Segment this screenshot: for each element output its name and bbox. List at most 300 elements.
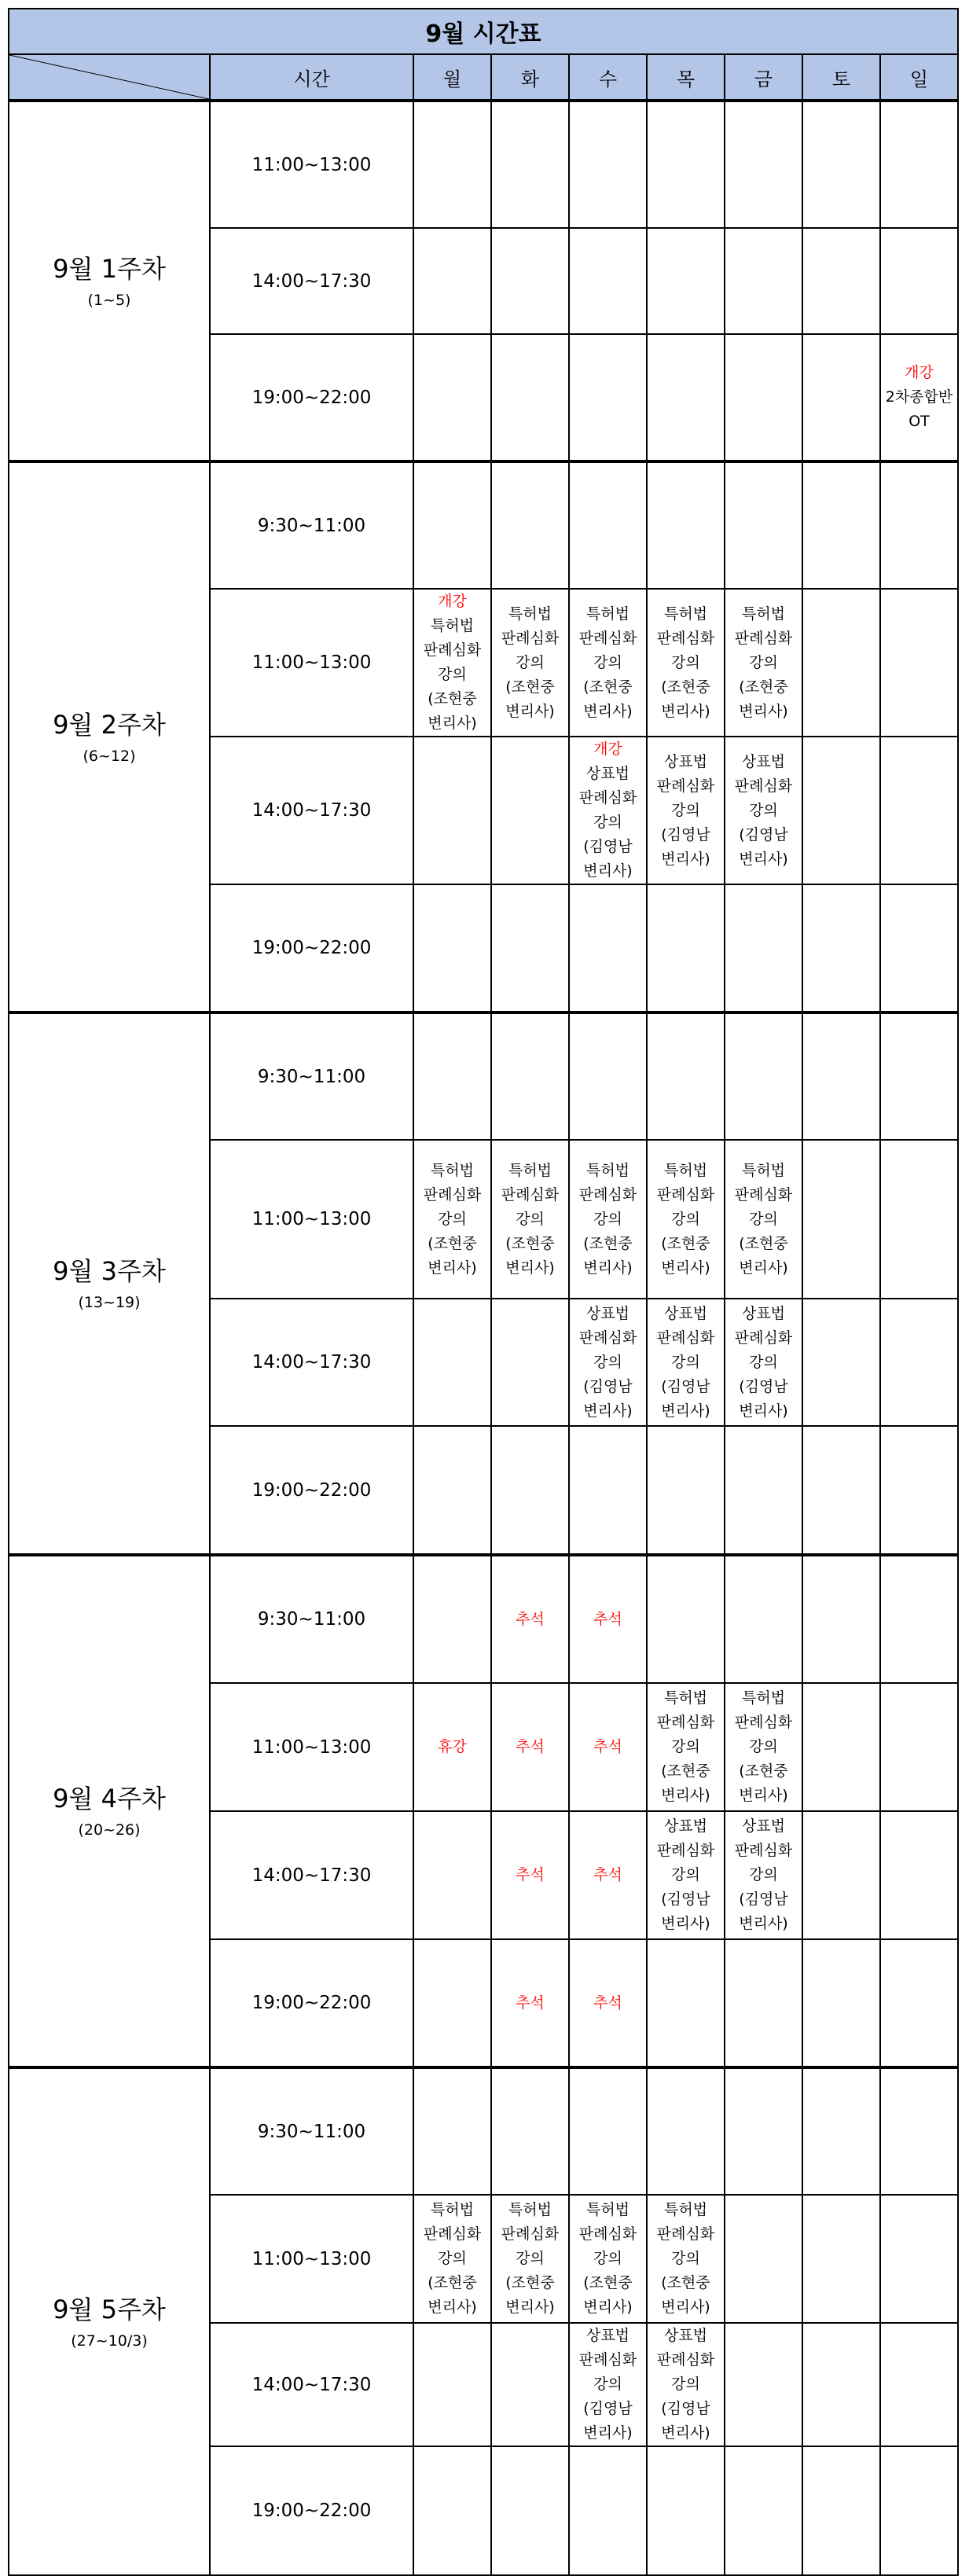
time-slot-cell: 14:00~17:30 <box>210 228 413 334</box>
schedule-cell <box>647 1683 725 1811</box>
schedule-cell <box>880 101 958 228</box>
schedule-cell <box>413 2446 491 2575</box>
schedule-cell <box>802 1811 880 1939</box>
lecture-line: 특허법 <box>585 2201 630 2218</box>
schedule-cell <box>725 884 802 1012</box>
week-range: (27~10/3) <box>71 2332 148 2350</box>
schedule-cell <box>569 2067 647 2195</box>
schedule-cell <box>413 589 491 737</box>
time-slot-cell: 19:00~22:00 <box>210 1426 413 1555</box>
schedule-cell <box>880 884 958 1012</box>
lecture-line: 변리사) <box>739 702 788 720</box>
header-tue: 화 <box>491 54 569 101</box>
time-slot-cell: 9:30~11:00 <box>210 1555 413 1683</box>
lecture-line: 판례심화 <box>656 1714 715 1731</box>
schedule-cell <box>491 1555 569 1683</box>
schedule-cell <box>491 1811 569 1939</box>
week-title: 9월 3주차 <box>53 1256 166 1286</box>
schedule-cell <box>725 1811 802 1939</box>
lecture-line: 변리사) <box>661 2299 710 2316</box>
schedule-cell <box>647 228 725 334</box>
time-slot-cell: 19:00~22:00 <box>210 2446 413 2575</box>
schedule-cell <box>413 1939 491 2067</box>
schedule-cell <box>569 1811 647 1939</box>
lecture-line: 변리사) <box>661 1259 710 1277</box>
lecture-line: 강의 <box>438 666 467 683</box>
schedule-cell <box>802 2195 880 2323</box>
schedule-cell <box>413 2323 491 2446</box>
schedule-cell <box>413 1012 491 1140</box>
time-slot-cell: 11:00~13:00 <box>210 1683 413 1811</box>
status-note: 추석 <box>593 1738 622 1755</box>
lecture-line: 상표법 <box>663 752 708 770</box>
week-title: 9월 4주차 <box>53 1784 166 1813</box>
schedule-cell <box>880 228 958 334</box>
schedule-row <box>9 461 958 589</box>
lecture-line: 특허법 <box>663 604 708 623</box>
week-title: 9월 2주차 <box>53 709 166 740</box>
week-label-cell <box>9 2067 210 2575</box>
lecture-line: 변리사) <box>661 850 710 868</box>
lecture-line: (조현중 <box>661 1762 710 1780</box>
schedule-row <box>9 2067 958 2195</box>
schedule-cell <box>569 2195 647 2323</box>
lecture-line: (김영남 <box>739 1377 788 1395</box>
schedule-cell <box>569 1939 647 2067</box>
lecture-line: (조현중 <box>428 690 477 707</box>
lecture-line: 변리사) <box>583 1259 633 1277</box>
schedule-cell <box>802 1555 880 1683</box>
lecture-line: 판례심화 <box>578 789 637 807</box>
time-slot-cell: 14:00~17:30 <box>210 1299 413 1426</box>
time-slot-cell: 19:00~22:00 <box>210 884 413 1012</box>
time-slot-cell: 11:00~13:00 <box>210 2195 413 2323</box>
schedule-cell <box>880 334 958 461</box>
lecture-line: 상표법 <box>585 2327 630 2344</box>
lecture-line: 강의 <box>671 2250 700 2267</box>
schedule-body <box>9 101 958 2575</box>
week-range: (6~12) <box>83 747 136 765</box>
lecture-line: 강의 <box>671 1866 700 1883</box>
schedule-cell <box>413 2195 491 2323</box>
week-label-cell <box>9 1012 210 1555</box>
lecture-line: 판례심화 <box>501 2225 560 2243</box>
time-slot-cell: 11:00~13:00 <box>210 589 413 737</box>
schedule-cell <box>647 2195 725 2323</box>
schedule-cell <box>880 2195 958 2323</box>
lecture-line: 강의 <box>749 801 778 819</box>
header-sun: 일 <box>880 54 958 101</box>
lecture-line: 판례심화 <box>656 2351 715 2368</box>
schedule-cell <box>647 2323 725 2446</box>
lecture-line: 판례심화 <box>656 777 715 795</box>
schedule-cell <box>802 1939 880 2067</box>
lecture-line: (김영남 <box>661 2400 710 2417</box>
lecture-line: 강의 <box>593 814 622 831</box>
schedule-cell <box>725 1426 802 1555</box>
lecture-line: 강의 <box>671 2376 700 2393</box>
schedule-cell <box>647 1299 725 1426</box>
schedule-cell <box>569 461 647 589</box>
status-note: 추석 <box>593 1610 622 1628</box>
lecture-line: (김영남 <box>583 838 633 855</box>
lecture-line: 강의 <box>749 653 778 671</box>
lecture-line: 강의 <box>516 653 545 671</box>
lecture-line: (조현중 <box>739 1234 788 1252</box>
lecture-line: (조현중 <box>505 678 555 696</box>
schedule-row <box>9 1012 958 1140</box>
week-label-cell <box>9 1555 210 2067</box>
schedule-cell <box>880 1939 958 2067</box>
schedule-cell <box>725 1683 802 1811</box>
lecture-line: (김영남 <box>583 1377 633 1395</box>
lecture-line: (조현중 <box>505 2274 555 2291</box>
lecture-line: 상표법 <box>663 1304 708 1322</box>
schedule-cell <box>491 334 569 461</box>
schedule-cell <box>647 737 725 884</box>
week-range: (13~19) <box>78 1294 141 1311</box>
lecture-line: 판례심화 <box>734 629 793 647</box>
lecture-line: 변리사) <box>583 2299 633 2316</box>
schedule-cell <box>725 2446 802 2575</box>
header-mon: 월 <box>413 54 491 101</box>
time-slot-cell: 11:00~13:00 <box>210 101 413 228</box>
lecture-line: 판례심화 <box>656 1842 715 1859</box>
time-slot-cell: 14:00~17:30 <box>210 1811 413 1939</box>
time-slot-cell: 11:00~13:00 <box>210 1140 413 1299</box>
schedule-cell <box>491 101 569 228</box>
schedule-cell <box>802 1299 880 1426</box>
schedule-cell <box>569 589 647 737</box>
lecture-line: 특허법 <box>663 1161 708 1179</box>
header-corner-cell <box>9 54 210 101</box>
schedule-cell <box>569 1683 647 1811</box>
schedule-cell <box>725 1555 802 1683</box>
schedule-cell <box>413 1299 491 1426</box>
schedule-cell <box>802 737 880 884</box>
schedule-cell <box>491 1426 569 1555</box>
schedule-cell <box>413 1683 491 1811</box>
lecture-line: (조현중 <box>428 1234 477 1252</box>
lecture-line: 변리사) <box>583 1402 633 1420</box>
schedule-cell <box>569 884 647 1012</box>
schedule-cell <box>647 2067 725 2195</box>
header-wed: 수 <box>569 54 647 101</box>
lecture-line: 특허법 <box>430 1161 475 1179</box>
lecture-line: 판례심화 <box>578 1185 637 1203</box>
schedule-cell <box>491 884 569 1012</box>
schedule-cell <box>647 101 725 228</box>
lecture-line: 변리사) <box>739 850 788 868</box>
lecture-line: 판례심화 <box>734 1328 793 1347</box>
lecture-line: 특허법 <box>430 617 475 634</box>
lecture-line: 특허법 <box>663 2201 708 2218</box>
lecture-line: (김영남 <box>661 825 710 843</box>
lecture-line: 판례심화 <box>423 2225 482 2243</box>
schedule-cell <box>725 228 802 334</box>
status-note: 추석 <box>516 1738 545 1755</box>
schedule-cell <box>413 2067 491 2195</box>
status-note: 개강 <box>905 364 934 381</box>
time-slot-cell: 14:00~17:30 <box>210 2323 413 2446</box>
week-range: (20~26) <box>78 1821 141 1839</box>
lecture-line: 강의 <box>593 2376 622 2393</box>
schedule-cell <box>413 334 491 461</box>
lecture-line: 강의 <box>516 2250 545 2267</box>
lecture-line: 판례심화 <box>734 1842 793 1859</box>
schedule-cell <box>491 1140 569 1299</box>
diagonal-line-icon <box>9 55 209 99</box>
header-time: 시간 <box>210 54 413 101</box>
schedule-table <box>8 8 959 2576</box>
schedule-cell <box>802 2067 880 2195</box>
timetable-container <box>8 8 959 2576</box>
time-slot-cell: 14:00~17:30 <box>210 737 413 884</box>
lecture-line: 특허법 <box>741 1689 786 1707</box>
lecture-line: (김영남 <box>583 2400 633 2417</box>
lecture-line: 판례심화 <box>656 1328 715 1347</box>
lecture-line: 판례심화 <box>578 2225 637 2243</box>
schedule-cell <box>491 2446 569 2575</box>
schedule-cell <box>802 101 880 228</box>
header-fri: 금 <box>725 54 802 101</box>
lecture-line: 특허법 <box>741 604 786 623</box>
lecture-line: 판례심화 <box>578 1328 637 1347</box>
schedule-cell <box>725 2195 802 2323</box>
schedule-cell <box>880 1299 958 1426</box>
schedule-cell <box>491 1939 569 2067</box>
schedule-cell <box>569 101 647 228</box>
lecture-line: 변리사) <box>505 702 555 720</box>
schedule-cell <box>491 2323 569 2446</box>
schedule-cell <box>725 2323 802 2446</box>
schedule-cell <box>647 334 725 461</box>
lecture-line: 변리사) <box>505 2299 555 2316</box>
lecture-line: 상표법 <box>585 765 630 782</box>
lecture-line: 강의 <box>438 2250 467 2267</box>
schedule-cell <box>413 1811 491 1939</box>
lecture-line: 변리사) <box>739 1787 788 1804</box>
week-title: 9월 5주차 <box>53 2294 166 2324</box>
schedule-cell <box>647 461 725 589</box>
schedule-cell <box>491 737 569 884</box>
schedule-cell <box>802 884 880 1012</box>
schedule-cell <box>491 2067 569 2195</box>
schedule-cell <box>413 1555 491 1683</box>
lecture-line: (조현중 <box>661 2274 710 2291</box>
schedule-cell <box>413 461 491 589</box>
time-slot-cell: 9:30~11:00 <box>210 461 413 589</box>
lecture-line: 상표법 <box>741 752 786 770</box>
schedule-cell <box>569 2323 647 2446</box>
schedule-cell <box>802 2446 880 2575</box>
lecture-line: 변리사) <box>739 1915 788 1932</box>
lecture-line: 특허법 <box>585 1161 630 1179</box>
header-thu: 목 <box>647 54 725 101</box>
lecture-line: 변리사) <box>661 1915 710 1932</box>
week-label-cell <box>9 461 210 1012</box>
table-title: 9월 시간표 <box>9 9 958 54</box>
schedule-cell <box>880 589 958 737</box>
lecture-line: (조현중 <box>583 2274 633 2291</box>
lecture-line: (김영남 <box>661 1891 710 1908</box>
lecture-line: (조현중 <box>583 1234 633 1252</box>
schedule-cell <box>647 589 725 737</box>
week-title: 9월 1주차 <box>53 253 166 284</box>
lecture-line: (조현중 <box>661 678 710 696</box>
lecture-line: OT <box>908 413 930 430</box>
schedule-cell <box>647 2446 725 2575</box>
schedule-row <box>9 101 958 228</box>
schedule-cell <box>880 1012 958 1140</box>
lecture-line: 판례심화 <box>501 1185 560 1203</box>
lecture-line: 특허법 <box>585 604 630 623</box>
lecture-line: 강의 <box>749 1353 778 1371</box>
schedule-cell <box>725 1939 802 2067</box>
lecture-line: 강의 <box>593 1353 622 1371</box>
schedule-cell <box>647 884 725 1012</box>
schedule-cell <box>802 1140 880 1299</box>
lecture-line: 특허법 <box>508 604 552 623</box>
lecture-line: 강의 <box>438 1210 467 1228</box>
lecture-line: 강의 <box>749 1738 778 1755</box>
lecture-line: 특허법 <box>508 1161 552 1179</box>
schedule-cell <box>491 1299 569 1426</box>
lecture-line: 판례심화 <box>734 1714 793 1731</box>
lecture-line: 변리사) <box>739 1259 788 1277</box>
time-slot-cell: 9:30~11:00 <box>210 2067 413 2195</box>
schedule-cell <box>880 461 958 589</box>
lecture-line: 강의 <box>593 2250 622 2267</box>
lecture-line: 변리사) <box>583 702 633 720</box>
status-note: 개강 <box>593 740 622 758</box>
lecture-line: 강의 <box>671 801 700 819</box>
schedule-cell <box>491 1012 569 1140</box>
lecture-line: 판례심화 <box>423 641 482 659</box>
schedule-cell <box>413 884 491 1012</box>
schedule-cell <box>413 101 491 228</box>
lecture-line: 특허법 <box>663 1689 708 1707</box>
lecture-line: (조현중 <box>505 1234 555 1252</box>
schedule-cell <box>413 228 491 334</box>
schedule-cell <box>725 1140 802 1299</box>
schedule-cell <box>569 2446 647 2575</box>
lecture-line: (조현중 <box>428 2274 477 2291</box>
lecture-line: 변리사) <box>583 862 633 880</box>
schedule-cell <box>725 334 802 461</box>
schedule-cell <box>725 101 802 228</box>
lecture-line: 강의 <box>671 653 700 671</box>
week-range: (1~5) <box>87 291 131 309</box>
schedule-cell <box>569 334 647 461</box>
lecture-line: 강의 <box>671 1210 700 1228</box>
lecture-line: 상표법 <box>585 1304 630 1322</box>
schedule-cell <box>802 1683 880 1811</box>
schedule-cell <box>725 737 802 884</box>
lecture-line: (조현중 <box>739 1762 788 1780</box>
time-slot-cell: 19:00~22:00 <box>210 1939 413 2067</box>
schedule-cell <box>413 1140 491 1299</box>
lecture-line: 강의 <box>593 653 622 671</box>
lecture-line: (김영남 <box>739 825 788 843</box>
schedule-cell <box>647 1426 725 1555</box>
schedule-cell <box>880 2446 958 2575</box>
week-label-cell <box>9 101 210 461</box>
status-note: 추석 <box>516 1866 545 1883</box>
status-note: 추석 <box>593 1866 622 1883</box>
lecture-line: 특허법 <box>741 1161 786 1179</box>
lecture-line: 변리사) <box>505 1259 555 1277</box>
lecture-line: 변리사) <box>661 1402 710 1420</box>
schedule-cell <box>802 2323 880 2446</box>
lecture-line: 변리사) <box>661 1787 710 1804</box>
schedule-cell <box>880 2067 958 2195</box>
schedule-cell <box>802 461 880 589</box>
status-note: 추석 <box>516 1994 545 2012</box>
lecture-line: 상표법 <box>663 2327 708 2344</box>
schedule-cell <box>880 2323 958 2446</box>
schedule-cell <box>569 737 647 884</box>
schedule-cell <box>725 2067 802 2195</box>
lecture-line: 상표법 <box>741 1304 786 1322</box>
header-sat: 토 <box>802 54 880 101</box>
status-note: 추석 <box>516 1610 545 1628</box>
lecture-line: 상표법 <box>663 1817 708 1835</box>
schedule-cell <box>491 228 569 334</box>
schedule-cell <box>647 1012 725 1140</box>
lecture-line: 변리사) <box>428 715 477 732</box>
schedule-cell <box>491 1683 569 1811</box>
schedule-cell <box>569 1012 647 1140</box>
schedule-cell <box>569 1299 647 1426</box>
status-note: 휴강 <box>438 1738 467 1755</box>
schedule-cell <box>725 461 802 589</box>
schedule-cell <box>880 737 958 884</box>
schedule-cell <box>647 1140 725 1299</box>
lecture-line: 특허법 <box>508 2201 552 2218</box>
schedule-cell <box>802 589 880 737</box>
schedule-cell <box>569 228 647 334</box>
schedule-cell <box>491 589 569 737</box>
schedule-cell <box>491 2195 569 2323</box>
schedule-cell <box>880 1140 958 1299</box>
status-note: 추석 <box>593 1994 622 2012</box>
lecture-line: 변리사) <box>739 1402 788 1420</box>
time-slot-cell: 19:00~22:00 <box>210 334 413 461</box>
lecture-line: 판례심화 <box>501 629 560 647</box>
lecture-line: 판례심화 <box>578 2351 637 2368</box>
lecture-line: 상표법 <box>741 1817 786 1835</box>
lecture-line: 변리사) <box>583 2424 633 2442</box>
schedule-cell <box>413 737 491 884</box>
schedule-cell <box>647 1939 725 2067</box>
lecture-line: (김영남 <box>739 1891 788 1908</box>
lecture-line: (김영남 <box>661 1377 710 1395</box>
schedule-cell <box>802 334 880 461</box>
schedule-cell <box>880 1555 958 1683</box>
lecture-line: 강의 <box>516 1210 545 1228</box>
lecture-line: 강의 <box>749 1210 778 1228</box>
schedule-cell <box>880 1426 958 1555</box>
status-note: 개강 <box>438 593 467 610</box>
schedule-cell <box>647 1811 725 1939</box>
lecture-line: 판례심화 <box>734 1185 793 1203</box>
lecture-line: 강의 <box>671 1353 700 1371</box>
time-slot-cell: 9:30~11:00 <box>210 1012 413 1140</box>
lecture-line: 판례심화 <box>656 1185 715 1203</box>
lecture-line: 변리사) <box>428 1259 477 1277</box>
schedule-cell <box>725 1012 802 1140</box>
